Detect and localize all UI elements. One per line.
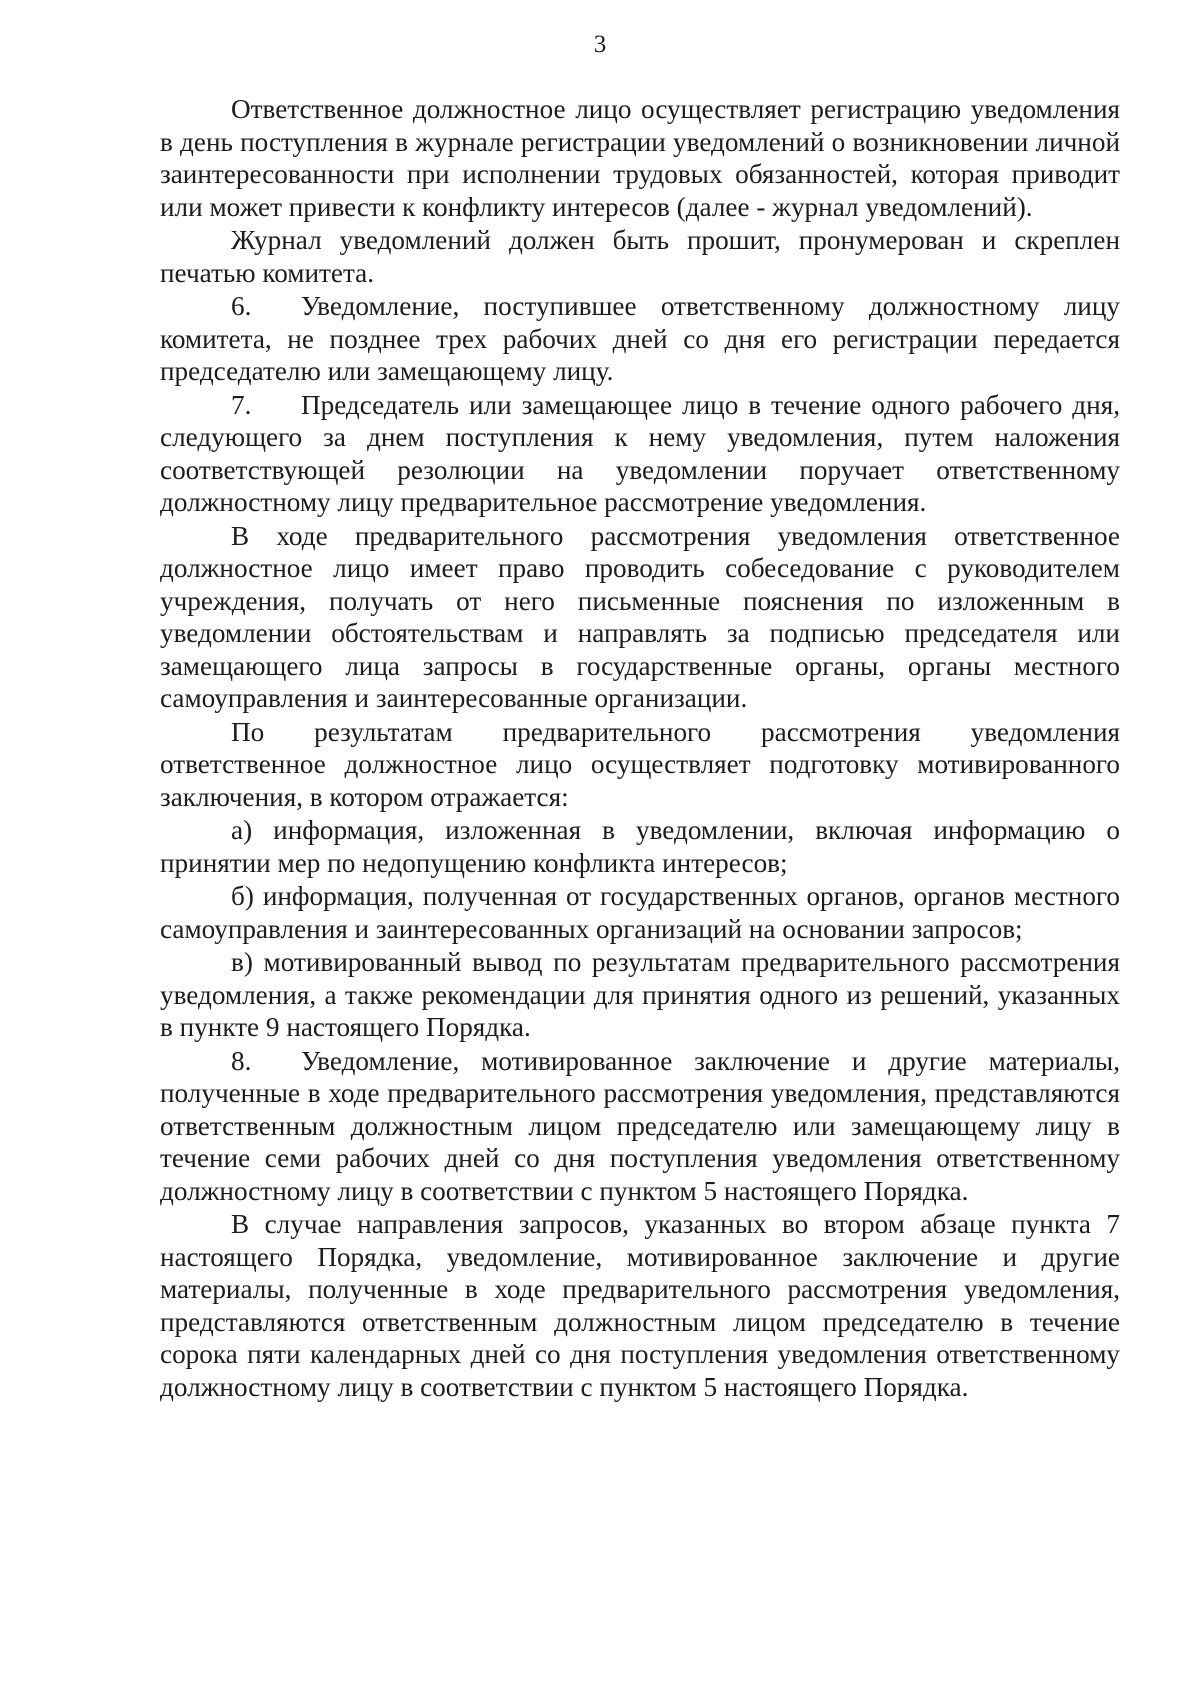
paragraph-conclusion-intro: [160, 716, 1120, 814]
paragraph-text: По результатам предварительного рассмотрения уведомления ответственное должностное лицо осуществляет подготовку мотивированного заключения, в котором отражается:: [160, 716, 1120, 812]
paragraph-registration: [160, 93, 1120, 223]
paragraph-text: В случае направления запросов, указанных во втором абзаце пункта 7 настоящего Порядка, уведомление, мотивированное заключение и другие материалы, полученные в ходе предварительного рассмотрения уведомления, представляются ответственным должностным лицом председателю в течение сорока пяти календарных дней со дня поступления уведомления ответственному должностному лицу в соответствии с пунктом 5 настоящего Порядка.: [160, 1209, 1120, 1402]
paragraph-subitem-v: [160, 946, 1120, 1044]
paragraph-text: Журнал уведомлений должен быть прошит, пронумерован и скреплен печатью комитета.: [160, 225, 1120, 288]
paragraph-item-8: [160, 1045, 1120, 1208]
paragraph-text: В ходе предварительного рассмотрения уведомления ответственное должностное лицо имеет право проводить собеседование с руководителем учреждения, получать от него письменные пояснения по изложенным в уведомлении обстоятельствам и направлять за подписью председателя или замещающего лица запросы в государственные органы, органы местного самоуправления и заинтересованные организации.: [160, 520, 1120, 713]
item-number: 6.: [231, 291, 252, 321]
paragraph-text: Уведомление, поступившее ответственному должностному лицу комитета, не позднее трех рабочих дней со дня его регистрации передается председателю или замещающему лицу.: [160, 291, 1120, 386]
paragraph-journal: [160, 224, 1120, 289]
page-number: 3: [593, 31, 607, 58]
paragraph-text: б) информация, полученная от государственных органов, органов местного самоуправления и заинтересованных организаций на основании запросов;: [160, 881, 1120, 944]
paragraph-subitem-a: [160, 814, 1120, 879]
paragraph-item-7: [160, 389, 1120, 519]
paragraph-requests-case: [160, 1208, 1120, 1403]
item-number: 7.: [231, 389, 252, 420]
paragraph-text: а) информация, изложенная в уведомлении, включая информацию о принятии мер по недопущению конфликта интересов;: [160, 815, 1120, 878]
paragraph-text: Уведомление, мотивированное заключение и другие материалы, полученные в ходе предварительного рассмотрения уведомления, представляются ответственным должностным лицом председателю или замещающему лицу в течение семи рабочих дней со дня поступления уведомления ответственному должностному лицу в соответствии с пунктом 5 настоящего Порядка.: [160, 1045, 1120, 1206]
item-number: 8.: [231, 1045, 252, 1076]
paragraph-text: Председатель или замещающее лицо в течение одного рабочего дня, следующего за днем поступления к нему уведомления, путем наложения соответствующей резолюции на уведомлении поручает ответственному должностному лицу предварительное рассмотрение уведомления.: [160, 389, 1120, 517]
document-body: [160, 93, 1120, 1404]
paragraph-subitem-b: [160, 880, 1120, 945]
paragraph-item-6: [160, 290, 1120, 388]
paragraph-preliminary-review: [160, 520, 1120, 715]
paragraph-text: в) мотивированный вывод по результатам предварительного рассмотрения уведомления, а также рекомендации для принятия одного из решений, указанных в пункте 9 настоящего Порядка.: [160, 947, 1120, 1042]
paragraph-text: Ответственное должностное лицо осуществляет регистрацию уведомления в день поступления в журнале регистрации уведомлений о возникновении личной заинтересованности при исполнении трудовых обязанностей, которая приводит или может привести к конфликту интересов (далее - журнал уведомлений).: [160, 94, 1120, 222]
